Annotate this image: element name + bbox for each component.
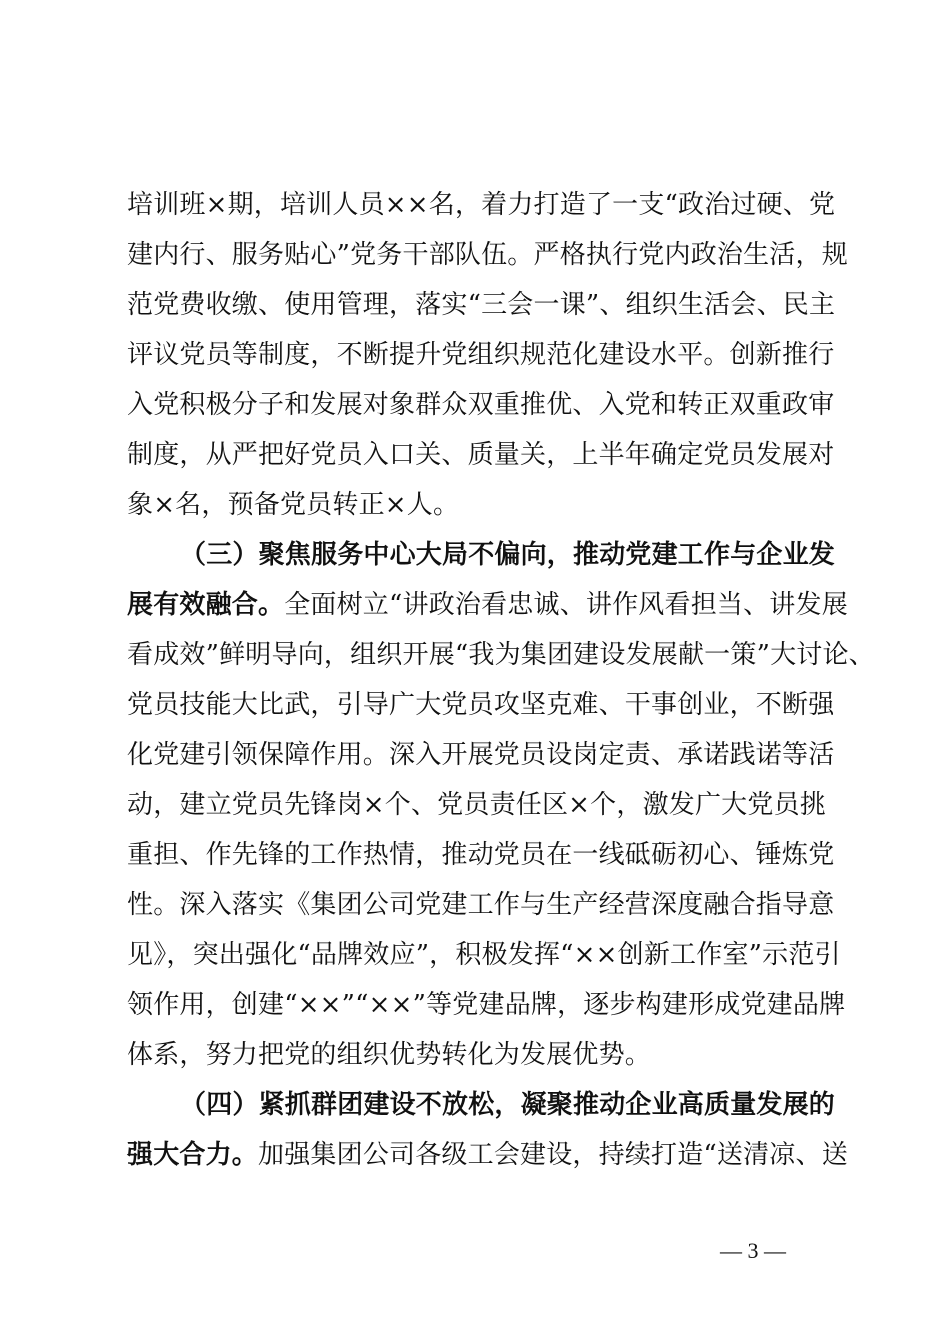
- text-run: 看成效”鲜明导向，组织开展“我为集团建设发展献一策”大讨论、: [127, 640, 875, 670]
- text-run: 评议党员等制度，不断提升党组织规范化建设水平。创新推行: [127, 340, 835, 370]
- text-line: [127, 1130, 848, 1180]
- heading-run: 展有效融合。: [127, 590, 285, 620]
- heading-run: 强大合力。: [127, 1140, 259, 1170]
- text-run: 象×名，预备党员转正×人。: [127, 490, 460, 520]
- text-line: [127, 580, 848, 630]
- text-run: 党员技能大比武，引导广大党员攻坚克难、干事创业，不断强: [127, 690, 835, 720]
- text-run: 入党积极分子和发展对象群众双重推优、入党和转正双重政审: [127, 390, 835, 420]
- heading-run: （四）紧抓群团建设不放松，凝聚推动企业高质量发展的: [180, 1090, 836, 1120]
- text-line: [127, 1030, 837, 1080]
- text-line: [127, 280, 837, 330]
- section-heading-3: [180, 530, 837, 580]
- text-run: 性。深入落实《集团公司党建工作与生产经营深度融合指导意: [127, 890, 835, 920]
- text-line: [127, 780, 837, 830]
- text-line: [127, 180, 837, 230]
- text-line: [127, 680, 837, 730]
- text-run: 全面树立“讲政治看忠诚、讲作风看担当、讲发展: [284, 590, 848, 620]
- text-line: [127, 880, 837, 930]
- text-run: 范党费收缴、使用管理，落实“三会一课”、组织生活会、民主: [127, 290, 836, 320]
- text-line: [127, 380, 837, 430]
- text-run: 重担、作先锋的工作热情，推动党员在一线砥砺初心、锤炼党: [127, 840, 835, 870]
- text-line: [127, 230, 848, 280]
- text-line: [127, 930, 841, 980]
- text-line: [127, 480, 837, 530]
- section-heading-4: [180, 1080, 837, 1130]
- text-run: 培训班×期，培训人员××名，着力打造了一支“政治过硬、党: [127, 190, 836, 220]
- heading-run: （三）聚焦服务中心大局不偏向，推动党建工作与企业发: [180, 540, 836, 570]
- text-line: [127, 830, 837, 880]
- text-line: [127, 430, 837, 480]
- text-run: 体系，努力把党的组织优势转化为发展优势。: [127, 1040, 652, 1070]
- text-run: 化党建引领保障作用。深入开展党员设岗定责、承诺践诺等活: [127, 740, 835, 770]
- text-line: [127, 630, 875, 680]
- page-number: — 3 —: [720, 1238, 786, 1263]
- text-line: [127, 980, 846, 1030]
- text-line: [127, 330, 837, 380]
- text-run: 领作用，创建“××”“××”等党建品牌，逐步构建形成党建品牌: [127, 990, 846, 1020]
- text-run: 制度，从严把好党员入口关、质量关，上半年确定党员发展对: [127, 440, 835, 470]
- text-run: 建内行、服务贴心”党务干部队伍。严格执行党内政治生活，规: [127, 240, 848, 270]
- text-run: 加强集团公司各级工会建设，持续打造“送清凉、送: [258, 1140, 848, 1170]
- text-line: [127, 730, 837, 780]
- text-run: 动，建立党员先锋岗×个、党员责任区×个，激发广大党员挑: [127, 790, 826, 820]
- text-run: 见》，突出强化“品牌效应”，积极发挥“××创新工作室”示范引: [127, 940, 841, 970]
